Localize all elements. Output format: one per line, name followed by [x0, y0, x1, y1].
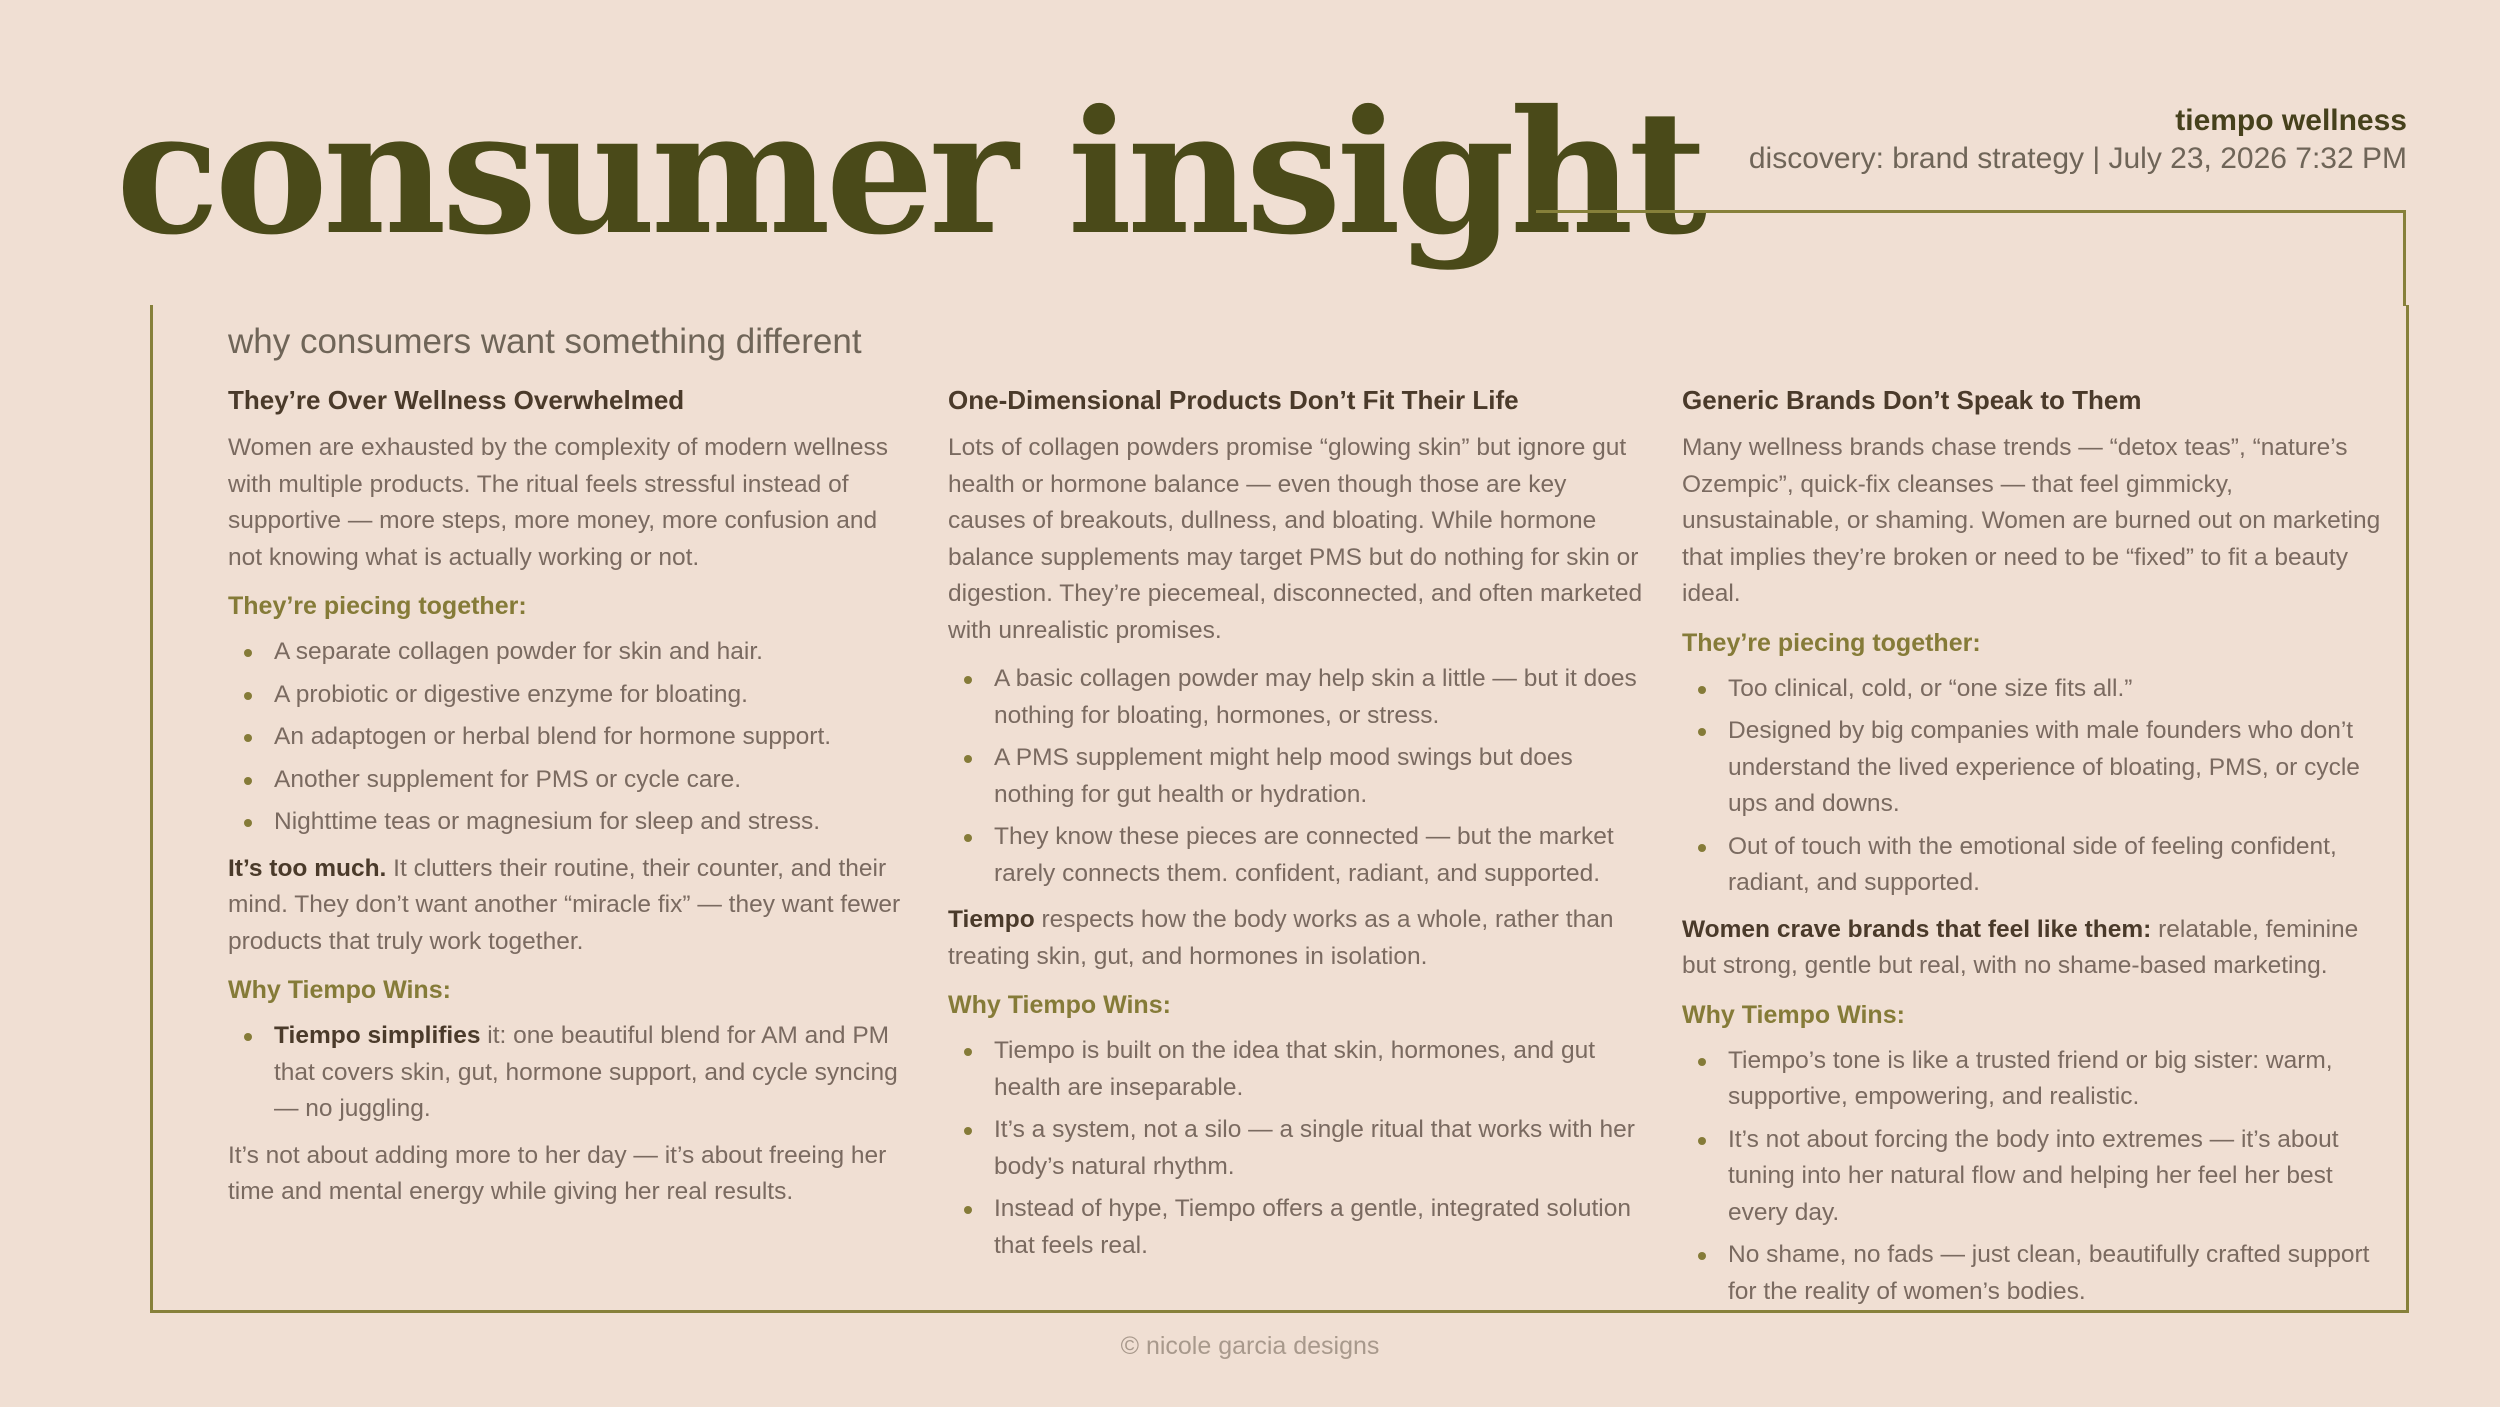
emphasis-text: It’s too much. [228, 854, 387, 882]
column-heading: They’re Over Wellness Overwhelmed [228, 385, 685, 415]
column-intro: Women are exhausted by the complexity of modern wellness with multiple products. The ritual feels stressful instead of supportive — more steps, more money, more confusion and not knowing what is actually working or not. [228, 434, 889, 571]
bullet-icon [964, 676, 972, 684]
list-item-text: Nighttime teas or magnesium for sleep and stress. [274, 808, 821, 835]
too-much-paragraph [228, 851, 908, 961]
bullet-icon [1698, 1252, 1706, 1260]
list-item [1682, 1043, 2382, 1116]
list-item [948, 1033, 1648, 1106]
list-item [948, 661, 1648, 734]
list-item [228, 634, 908, 671]
bullet-icon [964, 1206, 972, 1214]
paragraph-text: It clutters their routine, their counter, and their mind. They don’t want another “miracle fix” — they want fewer products that truly work together. [228, 854, 901, 955]
page-title: consumer insight [116, 73, 1703, 273]
paragraph-text: relatable, feminine but strong, gentle but real, with no shame-based marketing. [1682, 915, 2359, 979]
list-item [1682, 829, 2382, 902]
bullet-icon [1698, 1137, 1706, 1145]
wins-list [948, 1033, 1648, 1264]
list-item [1682, 1237, 2382, 1310]
wins-heading: Why Tiempo Wins: [948, 991, 1171, 1019]
column-generic-brands [1682, 382, 2382, 1320]
wins-list [1682, 1043, 2382, 1311]
bullet-icon [244, 819, 252, 827]
list-item [228, 762, 908, 799]
list-item-text: An adaptogen or herbal blend for hormone support. [274, 723, 832, 750]
wins-heading: Why Tiempo Wins: [1682, 1000, 1905, 1029]
list-item [228, 677, 908, 714]
bullet-icon [244, 734, 252, 742]
list-item-text: A probiotic or digestive enzyme for bloating. [274, 680, 748, 708]
piecing-list [1682, 671, 2382, 902]
bullet-icon [1698, 844, 1706, 852]
column-intro: Lots of collagen powders promise “glowing skin” but ignore gut health or hormone balance — even though those are key causes of breakouts, dullness, and bloating. While hormone balance supplements may target PMS but do nothing for skin or digestion. They’re piecemeal, disconnected, and often marketed with unrealistic promises. [948, 434, 1643, 644]
list-item-text: Instead of hype, Tiempo offers a gentle, integrated solution that feels real. [994, 1195, 1631, 1259]
piecing-heading: They’re piecing together: [1682, 628, 1981, 657]
meta-line: discovery: brand strategy | July 23, 2026 7:32 PM [1748, 142, 2407, 175]
bullet-icon [1698, 1058, 1706, 1066]
wins-heading: Why Tiempo Wins: [228, 976, 451, 1004]
bullet-icon [964, 1048, 972, 1056]
bullet-icon [1698, 686, 1706, 694]
list-item [1682, 1122, 2382, 1232]
list-item-text: It’s a system, not a silo — a single ritual that works with her body’s natural rhythm. [994, 1116, 1635, 1180]
bullet-icon [1698, 728, 1706, 736]
list-item [228, 1018, 908, 1128]
bullet-icon [244, 1033, 252, 1041]
list-item [948, 819, 1648, 892]
list-item-text: No shame, no fads — just clean, beautifully crafted support for the reality of women’s bodies. [1728, 1241, 2370, 1305]
bullet-icon [964, 1127, 972, 1135]
emphasis-text: Tiempo simplifies [274, 1022, 481, 1049]
list-item-text: Out of touch with the emotional side of feeling confident, radiant, and supported. [1728, 832, 2337, 896]
list-item-text: Designed by big companies with male founders who don’t understand the lived experience of bloating, PMS, or cycle ups and downs. [1728, 717, 2360, 817]
list-item [948, 740, 1648, 813]
emphasis-text: Women crave brands that feel like them: [1682, 915, 2152, 943]
crave-paragraph [1682, 912, 2382, 985]
piecing-list [228, 634, 908, 841]
list-item-text: They know these pieces are connected — but the market rarely connects them. confident, radiant, and supported. [994, 823, 1614, 887]
column-heading: One-Dimensional Products Don’t Fit Their Life [948, 385, 1519, 415]
closing-paragraph: It’s not about adding more to her day — it’s about freeing her time and mental energy while giving her real results. [228, 1141, 887, 1205]
list-item-text: A separate collagen powder for skin and hair. [274, 638, 763, 665]
piecing-heading: They’re piecing together: [228, 592, 527, 620]
bullet-icon [964, 834, 972, 842]
bullet-icon [964, 755, 972, 763]
list-item-text: it: one beautiful blend for AM and PM that covers skin, gut, hormone support, and cycle syncing — no juggling. [274, 1022, 898, 1122]
list-item [228, 719, 908, 756]
tiempo-paragraph [948, 902, 1648, 975]
column-one-dimensional [948, 382, 1648, 1274]
bullet-icon [244, 649, 252, 657]
column-heading: Generic Brands Don’t Speak to Them [1682, 385, 2142, 415]
list-item-text: Tiempo’s tone is like a trusted friend or big sister: warm, supportive, empowering, and realistic. [1728, 1046, 2333, 1110]
bullet-icon [244, 692, 252, 700]
list-item-text: A basic collagen powder may help skin a little — but it does nothing for bloating, hormones, or stress. [994, 665, 1637, 729]
column-intro: Many wellness brands chase trends — “detox teas”, “nature’s Ozempic”, quick-fix cleanses — that feel gimmicky, unsustainable, or shaming. Women are burned out on marketing that implies they’re broken or need to be “fixed” to fit a beauty ideal. [1682, 434, 2381, 607]
section-subtitle: why consumers want something different [228, 322, 862, 361]
list-item-text: Too clinical, cold, or “one size fits all.” [1728, 674, 2133, 702]
list-item-text: Another supplement for PMS or cycle care. [274, 765, 742, 793]
footer-credit: © nicole garcia designs [1120, 1332, 1380, 1360]
column-overwhelmed [228, 382, 908, 1223]
list-item [1682, 671, 2382, 708]
list-item [1682, 713, 2382, 823]
wins-list [228, 1018, 908, 1128]
list-item-text: It’s not about forcing the body into extremes — it’s about tuning into her natural flow and helping her feel her best every day. [1728, 1125, 2339, 1226]
frame-right-line [2403, 210, 2406, 306]
list-item [228, 804, 908, 841]
frame-top-line [1536, 210, 2406, 213]
problem-list [948, 661, 1648, 892]
list-item-text: A PMS supplement might help mood swings but does nothing for gut health or hydration. [994, 744, 1573, 808]
company-name: tiempo wellness [2175, 104, 2407, 137]
paragraph-text: respects how the body works as a whole, rather than treating skin, gut, and hormones in isolation. [948, 906, 1614, 970]
list-item [948, 1112, 1648, 1185]
list-item-text: Tiempo is built on the idea that skin, hormones, and gut health are inseparable. [994, 1037, 1596, 1101]
emphasis-text: Tiempo [948, 906, 1035, 933]
list-item [948, 1191, 1648, 1264]
bullet-icon [244, 777, 252, 785]
